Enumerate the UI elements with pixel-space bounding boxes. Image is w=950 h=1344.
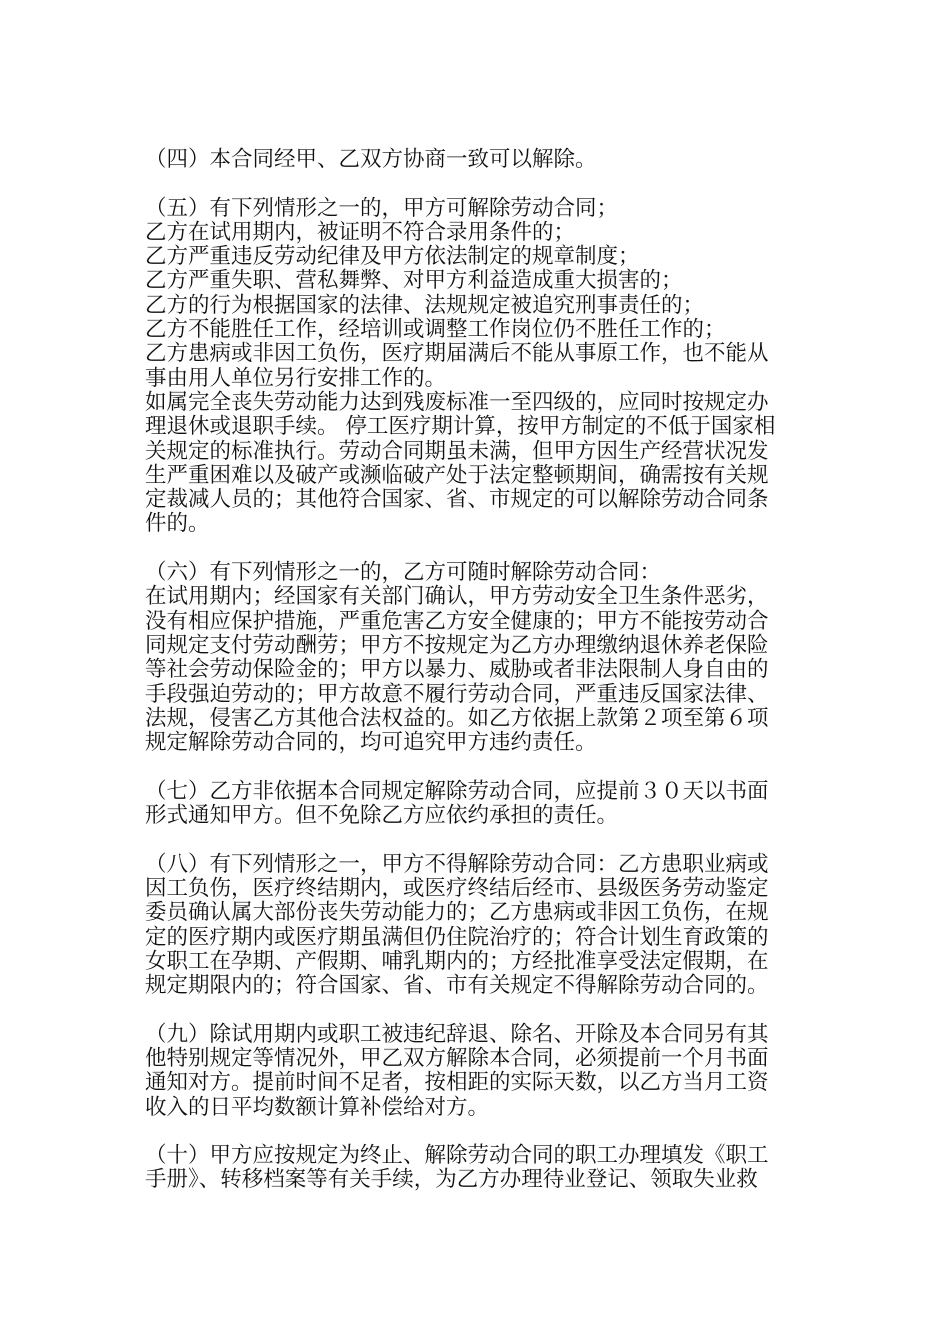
paragraph-gap (145, 1120, 810, 1144)
text-line: 同规定支付劳动酬劳；甲方不按规定为乙方办理缴纳退休养老保险 (145, 632, 769, 658)
clause-8 (145, 853, 810, 999)
text-line: 事由用人单位另行安排工作的。 (145, 365, 447, 391)
text-line: 等社会劳动保险金的；甲方以暴力、威胁或者非法限制人身自由的 (145, 657, 769, 683)
text-line: 规定解除劳动合同的，均可追究甲方违约责任。 (145, 730, 597, 756)
text-line: 手段强迫劳动的；甲方故意不履行劳动合同，严重违反国家法律、 (145, 681, 769, 707)
text-line: 定的医疗期内或医疗期虽满但仍住院治疗的；符合计划生育政策的 (145, 924, 769, 950)
text-line: 理退休或退职手续。 停工医疗期计算，按甲方制定的不低于国家相 (145, 414, 776, 440)
text-line: 在试用期内；经国家有关部门确认，甲方劳动安全卫生条件恶劣， (145, 584, 769, 610)
text-line: 关规定的标准执行。劳动合同期虽未满，但甲方因生产经营状况发 (145, 438, 769, 464)
text-line: （六）有下列情形之一的，乙方可随时解除劳动合同： (145, 560, 662, 586)
clause-6 (145, 561, 810, 755)
clause-4 (145, 148, 810, 172)
text-line: 通知对方。提前时间不足者，按相距的实际天数，以乙方当月工资 (145, 1070, 769, 1096)
text-line: 收入的日平均数额计算补偿给对方。 (145, 1094, 490, 1120)
text-line: 形式通知甲方。但不免除乙方应依约承担的责任。 (145, 803, 619, 829)
text-line: 乙方的行为根据国家的法律、法规规定被追究刑事责任的； (145, 292, 705, 318)
clause-10 (145, 1144, 810, 1193)
text-line: （九）除试用期内或职工被违纪辞退、除名、开除及本合同另有其 (145, 1021, 769, 1047)
text-line: （七）乙方非依据本合同规定解除劳动合同，应提前３０天以书面 (145, 778, 769, 804)
text-line: 乙方不能胜任工作，经培训或调整工作岗位仍不胜任工作的； (145, 317, 726, 343)
text-line: 件的。 (145, 511, 210, 537)
clause-7 (145, 780, 810, 829)
text-line: 规定期限内的；符合国家、省、市有关规定不得解除劳动合同的。 (145, 973, 769, 999)
text-line: 没有相应保护措施，严重危害乙方安全健康的；甲方不能按劳动合 (145, 608, 769, 634)
text-line: （四）本合同经甲、乙双方协商一致可以解除。 (145, 147, 597, 172)
text-line: 乙方严重失职、营私舞弊、对甲方利益造成重大损害的； (145, 268, 683, 294)
paragraph-gap (145, 998, 810, 1022)
text-line: 因工负伤，医疗终结期内，或医疗终结后经市、县级医务劳动鉴定 (145, 875, 769, 901)
paragraph-gap (145, 172, 810, 196)
text-line: （八）有下列情形之一，甲方不得解除劳动合同：乙方患职业病或 (145, 851, 769, 877)
document-body (145, 148, 810, 1193)
text-line: 乙方患病或非因工负伤，医疗期届满后不能从事原工作，也不能从 (145, 341, 769, 367)
text-line: 手册》、转移档案等有关手续，为乙方办理待业登记、领取失业救 (145, 1167, 758, 1193)
text-line: 委员确认属大部份丧失劳动能力的；乙方患病或非因工负伤，在规 (145, 900, 769, 926)
text-line: 如属完全丧失劳动能力达到残废标准一至四级的，应同时按规定办 (145, 389, 769, 415)
clause-5 (145, 197, 810, 537)
clause-9 (145, 1023, 810, 1120)
paragraph-gap (145, 755, 810, 779)
text-line: （十）甲方应按规定为终止、解除劳动合同的职工办理填发《职工 (145, 1143, 769, 1169)
text-line: 生严重困难以及破产或濒临破产处于法定整顿期间，确需按有关规 (145, 462, 769, 488)
text-line: （五）有下列情形之一的，甲方可解除劳动合同； (145, 195, 619, 221)
text-line: 法规，侵害乙方其他合法权益的。如乙方依据上款第２项至第６项 (145, 705, 769, 731)
text-line: 乙方严重违反劳动纪律及甲方依法制定的规章制度； (145, 244, 640, 270)
text-line: 女职工在孕期、产假期、哺乳期内的；方经批准享受法定假期，在 (145, 948, 769, 974)
text-line: 乙方在试用期内，被证明不符合录用条件的； (145, 219, 576, 245)
text-line: 他特别规定等情况外，甲乙双方解除本合同，必须提前一个月书面 (145, 1045, 769, 1071)
paragraph-gap (145, 828, 810, 852)
paragraph-gap (145, 537, 810, 561)
text-line: 定裁减人员的；其他符合国家、省、市规定的可以解除劳动合同条 (145, 487, 769, 513)
